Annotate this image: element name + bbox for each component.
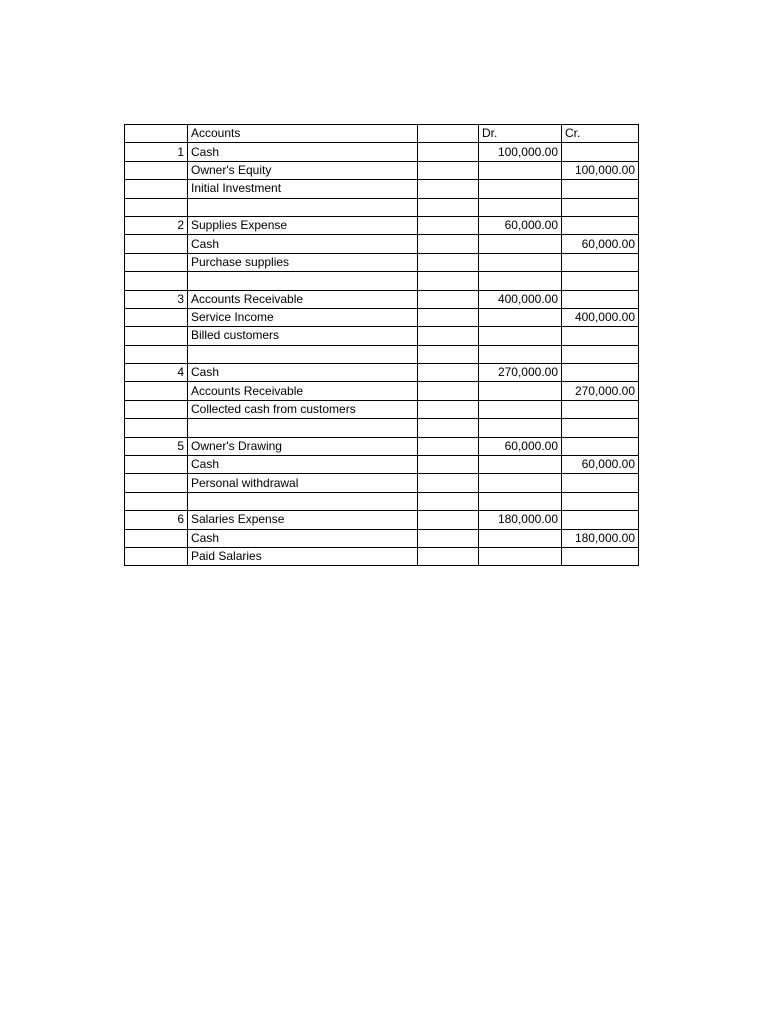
- credit-amount: 400,000.00: [562, 308, 639, 326]
- blank-cell: [479, 161, 562, 179]
- blank-cell: [562, 143, 639, 161]
- blank-cell: [418, 511, 479, 529]
- blank-cell: [418, 456, 479, 474]
- blank-cell: [562, 327, 639, 345]
- table-row: [125, 180, 639, 198]
- blank-cell: [479, 529, 562, 547]
- entry-description: Paid Salaries: [188, 547, 418, 565]
- blank-cell: [562, 253, 639, 271]
- debit-amount: 400,000.00: [479, 290, 562, 308]
- blank-cell: [562, 511, 639, 529]
- debit-amount: 60,000.00: [479, 216, 562, 234]
- blank-cell: [125, 253, 188, 271]
- table-row: [125, 547, 639, 565]
- credit-account: Cash: [188, 529, 418, 547]
- credit-amount: 180,000.00: [562, 529, 639, 547]
- header-accounts: Accounts: [188, 125, 418, 143]
- table-row: [125, 400, 639, 418]
- blank-cell: [418, 529, 479, 547]
- blank-cell: [418, 161, 479, 179]
- entry-number: 5: [125, 437, 188, 455]
- blank-cell: [418, 290, 479, 308]
- credit-account: Accounts Receivable: [188, 382, 418, 400]
- entry-number: 1: [125, 143, 188, 161]
- debit-account: Cash: [188, 143, 418, 161]
- blank-cell: [418, 235, 479, 253]
- blank-cell: [418, 474, 479, 492]
- header-blank: [418, 125, 479, 143]
- entry-description: Initial Investment: [188, 180, 418, 198]
- table-row: [125, 474, 639, 492]
- debit-amount: 100,000.00: [479, 143, 562, 161]
- blank-cell: [479, 327, 562, 345]
- blank-cell: [479, 235, 562, 253]
- entry-description: Collected cash from customers: [188, 400, 418, 418]
- blank-cell: [562, 547, 639, 565]
- blank-cell: [479, 474, 562, 492]
- blank-cell: [562, 180, 639, 198]
- header-row: [125, 125, 639, 143]
- blank-cell: [562, 474, 639, 492]
- table-row: [125, 529, 639, 547]
- blank-cell: [418, 327, 479, 345]
- blank-cell: [562, 290, 639, 308]
- table-row: [125, 327, 639, 345]
- entry-number: 2: [125, 216, 188, 234]
- table-row: [125, 308, 639, 326]
- entry-description: Personal withdrawal: [188, 474, 418, 492]
- blank-cell: [479, 253, 562, 271]
- blank-cell: [418, 400, 479, 418]
- entry-number: 4: [125, 364, 188, 382]
- credit-account: Cash: [188, 456, 418, 474]
- table-row: [125, 253, 639, 271]
- blank-cell: [479, 382, 562, 400]
- blank-cell: [418, 364, 479, 382]
- spacer-row: [125, 272, 639, 290]
- credit-amount: 100,000.00: [562, 161, 639, 179]
- debit-account: Accounts Receivable: [188, 290, 418, 308]
- debit-amount: 180,000.00: [479, 511, 562, 529]
- credit-amount: 60,000.00: [562, 456, 639, 474]
- blank-cell: [562, 216, 639, 234]
- debit-amount: 270,000.00: [479, 364, 562, 382]
- journal-entries-table: [124, 124, 639, 566]
- blank-cell: [125, 456, 188, 474]
- blank-cell: [125, 327, 188, 345]
- blank-cell: [125, 547, 188, 565]
- blank-cell: [418, 143, 479, 161]
- debit-account: Owner's Drawing: [188, 437, 418, 455]
- credit-account: Owner's Equity: [188, 161, 418, 179]
- blank-cell: [125, 180, 188, 198]
- blank-cell: [418, 382, 479, 400]
- blank-cell: [479, 456, 562, 474]
- debit-account: Supplies Expense: [188, 216, 418, 234]
- debit-amount: 60,000.00: [479, 437, 562, 455]
- header-credit: Cr.: [562, 125, 639, 143]
- header-number: [125, 125, 188, 143]
- table-row: [125, 161, 639, 179]
- blank-cell: [562, 400, 639, 418]
- table-row: [125, 364, 639, 382]
- credit-account: Cash: [188, 235, 418, 253]
- blank-cell: [125, 308, 188, 326]
- blank-cell: [562, 437, 639, 455]
- spacer-row: [125, 345, 639, 363]
- table-row: [125, 290, 639, 308]
- entry-description: Purchase supplies: [188, 253, 418, 271]
- blank-cell: [562, 364, 639, 382]
- table-row: [125, 143, 639, 161]
- table-row: [125, 437, 639, 455]
- table-row: [125, 382, 639, 400]
- blank-cell: [479, 180, 562, 198]
- credit-account: Service Income: [188, 308, 418, 326]
- credit-amount: 270,000.00: [562, 382, 639, 400]
- entry-description: Billed customers: [188, 327, 418, 345]
- header-debit: Dr.: [479, 125, 562, 143]
- blank-cell: [418, 547, 479, 565]
- blank-cell: [418, 216, 479, 234]
- blank-cell: [418, 180, 479, 198]
- blank-cell: [479, 308, 562, 326]
- blank-cell: [125, 235, 188, 253]
- spacer-row: [125, 198, 639, 216]
- entry-number: 3: [125, 290, 188, 308]
- entry-number: 6: [125, 511, 188, 529]
- debit-account: Cash: [188, 364, 418, 382]
- blank-cell: [418, 253, 479, 271]
- spacer-row: [125, 419, 639, 437]
- blank-cell: [125, 529, 188, 547]
- blank-cell: [125, 161, 188, 179]
- blank-cell: [418, 437, 479, 455]
- blank-cell: [479, 400, 562, 418]
- spacer-row: [125, 492, 639, 510]
- table-row: [125, 511, 639, 529]
- table-row: [125, 235, 639, 253]
- blank-cell: [479, 547, 562, 565]
- credit-amount: 60,000.00: [562, 235, 639, 253]
- blank-cell: [125, 400, 188, 418]
- blank-cell: [125, 474, 188, 492]
- debit-account: Salaries Expense: [188, 511, 418, 529]
- blank-cell: [418, 308, 479, 326]
- blank-cell: [125, 382, 188, 400]
- table-row: [125, 216, 639, 234]
- table-row: [125, 456, 639, 474]
